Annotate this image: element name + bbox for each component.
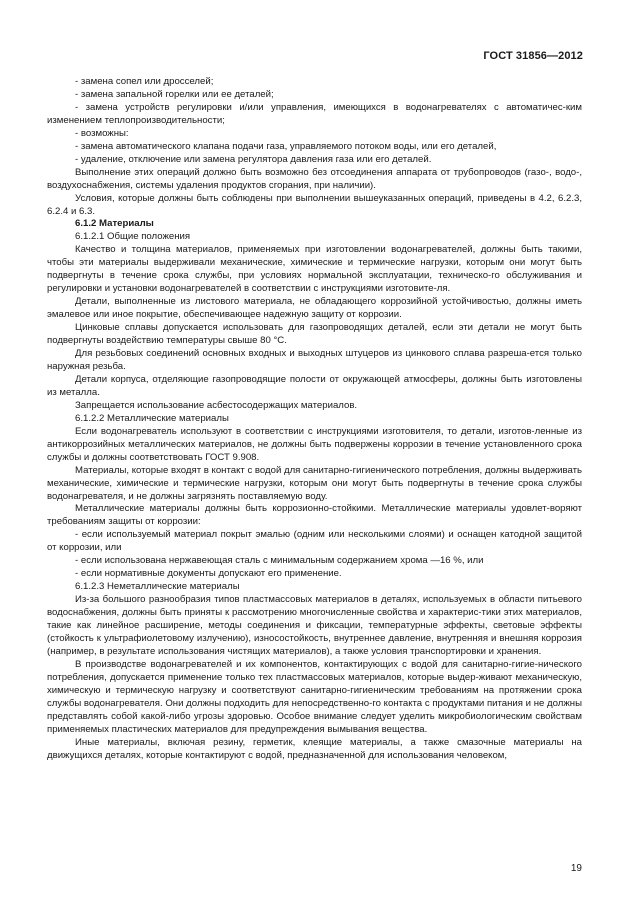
paragraph: Запрещается использование асбестосодержащих материалов. bbox=[75, 399, 358, 411]
paragraph: Выполнение этих операций должно быть возможно без отсоединения аппарата от трубопроводов (газо-, водо-, воздухоснабжения, системы удаления продуктов сгорания, при наличии). bbox=[47, 166, 582, 191]
paragraph: Иные материалы, включая резину, герметик, клеящие материалы, а также смазочные материалы на движущихся деталях, которые контактируют с водой, предназначенной для использования человеком, bbox=[47, 736, 582, 761]
list-item: - если нормативные документы допускают его применение. bbox=[75, 568, 342, 580]
paragraph: Условия, которые должны быть соблюдены при выполнении вышеуказанных операций, приведены в 4.2, 6.2.3, 6.2.4 и 6.3. bbox=[47, 192, 582, 217]
section-heading: 6.1.2 Материалы bbox=[75, 218, 154, 230]
paragraph: В производстве водонагревателей и их компонентов, контактирующих с водой для санитарно-гигие-нического потребления, допускается применение только тех пластмассовых материалов, которые выдер-живают механическую, химическую и термическую нагрузку и соответствуют санитарно-гигиеническим требованиям на протяжении срока службы водонагревателя. Они должны подходить для непосредственно-го контакта с продуктами питания и не должны представлять собой какой-либо угрозы здоровью. Особое внимание следует уделить микробиологическим свойствам применяемых пластических материалов для предупреждения вымывания вещества. bbox=[47, 658, 582, 735]
list-item: - удаление, отключение или замена регулятора давления газа или его деталей. bbox=[75, 153, 432, 165]
list-item: - если используемый материал покрыт эмалью (одним или несколькими слоями) и оснащен катодной защитой от коррозии, или bbox=[47, 529, 582, 554]
paragraph: Цинковые сплавы допускается использовать для газопроводящих деталей, если эти детали не могут быть подвергнуты воздействию температуры свыше 80 °С. bbox=[47, 322, 582, 347]
list-item: - замена запальной горелки или ее деталей; bbox=[75, 88, 274, 100]
paragraph: Металлические материалы должны быть коррозионно-стойкими. Металлические материалы удовлет-воряют требованиям защиты от коррозии: bbox=[47, 503, 582, 528]
list-item: - замена автоматического клапана подачи газа, управляемого потоком воды, или его деталей, bbox=[75, 140, 497, 152]
document-header: ГОСТ 31856—2012 bbox=[483, 50, 583, 62]
paragraph: Качество и толщина материалов, применяемых при изготовлении водонагревателей, должны быть такими, чтобы эти материалы выдерживали механические, химические и термические нагрузки, которым они могут быть подвергнуты в течение срока службы, при условиях нормальной эксплуатации, техническо-го обслуживания и регулировки и установки водонагревателей в соответствии с инструкциями изготовите-ля. bbox=[47, 244, 582, 295]
list-item: - замена сопел или дросселей; bbox=[75, 76, 214, 87]
list-item: - возможны: bbox=[75, 127, 129, 139]
list-item: - замена устройств регулировки и/или управления, имеющихся в водонагревателях с автоматичес-ким изменением теплопроизводительности; bbox=[47, 101, 582, 126]
document-body bbox=[47, 76, 582, 763]
subsection-heading: 6.1.2.3 Неметаллические материалы bbox=[75, 581, 240, 593]
paragraph: Если водонагреватель используют в соответствии с инструкциями изготовителя, то детали, изготов-ленные из антикоррозийных металлических материалов, не должны быть подвержены коррозии в течение установленного срока службы и должны соответствовать ГОСТ 9.908. bbox=[47, 425, 582, 463]
paragraph: Материалы, которые входят в контакт с водой для санитарно-гигиенического потребления, должны выдерживать механические, химические и термические нагрузки, которым они могут быть подвергнуты в течение срока службы водонагревателя, и не должны загрязнять поставляемую воду. bbox=[47, 464, 582, 502]
paragraph: Детали, выполненные из листового материала, не обладающего коррозийной устойчивостью, должны иметь эмалевое или иное покрытие, обеспечивающее надежную защиту от коррозии. bbox=[47, 296, 582, 321]
subsection-heading: 6.1.2.2 Металлические материалы bbox=[75, 412, 229, 424]
paragraph: Детали корпуса, отделяющие газопроводящие полости от окружающей атмосферы, должны быть изготовлены из металла. bbox=[47, 373, 582, 398]
paragraph: Для резьбовых соединений основных входных и выходных штуцеров из цинкового сплава разреша-ется только наружная резьба. bbox=[47, 348, 582, 372]
page-number: 19 bbox=[570, 863, 582, 874]
list-item: - если использована нержавеющая сталь с минимальным содержанием хрома —16 %, или bbox=[75, 555, 484, 567]
subsection-heading: 6.1.2.1 Общие положения bbox=[75, 231, 191, 243]
paragraph: Из-за большого разнообразия типов пластмассовых материалов в деталях, используемых в области питьевого водоснабжения, должны быть приняты к рассмотрению многочисленные свойства и характерис-тики этих материалов, такие как линейное расширение, методы соединения и фиксации, температурные эффекты, световые эффекты (стойкость к ультрафиолетовому излучению), износостойкость, внутреннее давление, внутренняя и внешняя коррозия (например, в результате использования чистящих материалов), а также условия транспортировки и хранения. bbox=[47, 594, 582, 657]
